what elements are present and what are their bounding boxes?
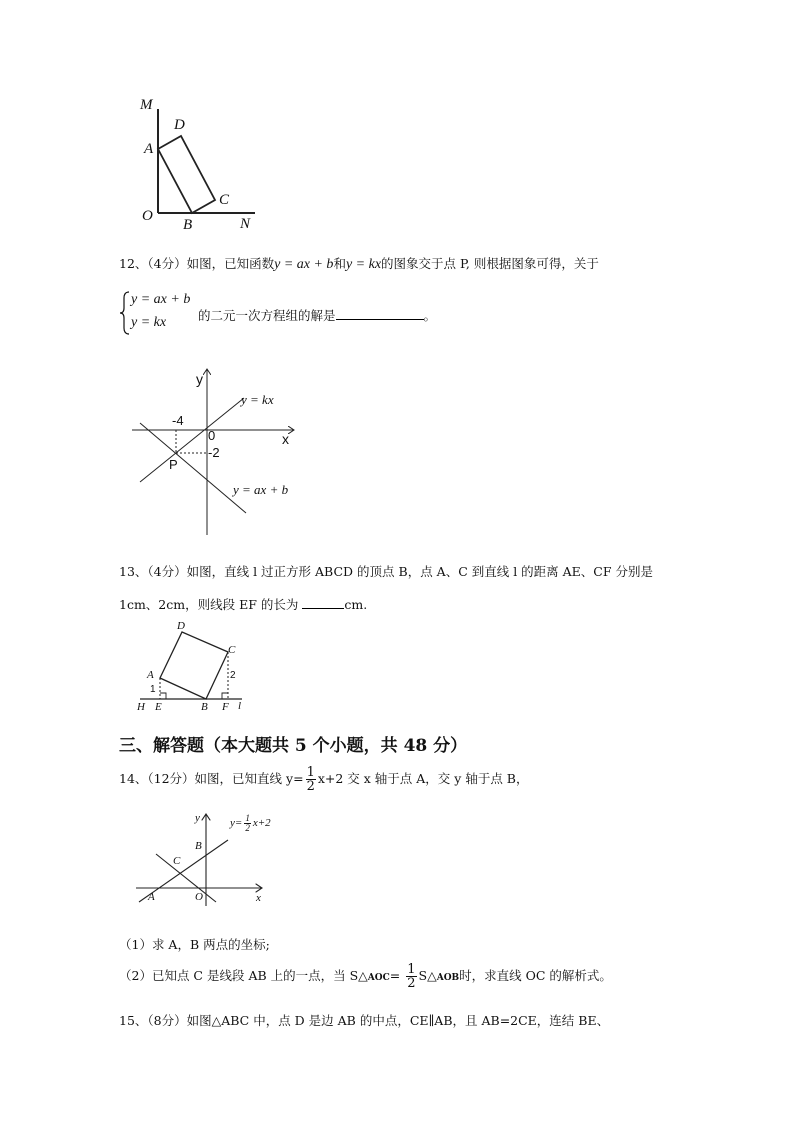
label-f: F — [222, 701, 229, 713]
figure-q12 — [120, 365, 300, 540]
eq-pre: y= — [230, 817, 243, 830]
q12-and: 和 — [333, 256, 346, 271]
q14-sub1: （1）求 A，B 两点的坐标; — [119, 937, 270, 952]
square-abcd — [160, 632, 228, 699]
q14-pre: 14、（12分）如图，已知直线 y= — [119, 771, 304, 786]
label-o: O — [142, 208, 153, 224]
eq-fraction — [244, 814, 251, 833]
label-a: A — [148, 891, 155, 903]
q13-answer-blank[interactable] — [302, 597, 344, 609]
label-line-axb: y = ax + b — [233, 482, 289, 497]
label-p: P — [169, 457, 178, 472]
question-15: 15、（8分）如图△ABC 中，点 D 是边 AB 的中点，CE∥AB，且 AB=2CE，连结 BE、 — [119, 1013, 610, 1028]
label-line-kx: y = kx — [241, 392, 274, 407]
label-origin: 0 — [208, 428, 216, 443]
question-13-line1: 13、（4分）如图，直线 l 过正方形 ABCD 的顶点 B，点 A、C 到直线 l 的距离 AE、CF 分别是 — [119, 564, 654, 579]
label-1: 1 — [150, 684, 156, 695]
q12-eq1: y = ax + b — [274, 257, 334, 272]
label-d: D — [174, 117, 185, 133]
right-angle-f — [222, 693, 228, 699]
figure-q14 — [132, 812, 282, 907]
q14-sub2-frac-d: 2 — [407, 976, 416, 991]
q14-sub2-pre: （2）已知点 C 是线段 AB 上的一点，当 S△ — [119, 968, 368, 983]
section-heading: 三、解答题（本大题共 5 个小题，共 48 分） — [119, 736, 468, 756]
eq-post: x+2 — [252, 817, 271, 830]
q14-frac-denominator: 2 — [306, 779, 315, 794]
question-13-line2 — [119, 595, 367, 613]
brace-icon — [120, 292, 129, 334]
label-o: O — [195, 891, 203, 903]
rectangle-abcd — [158, 136, 215, 213]
label-h: H — [137, 701, 145, 713]
label-b: B — [183, 217, 193, 233]
q14-sub2-eq: = — [389, 968, 401, 983]
q14-post: x+2 交 x 轴于点 A，交 y 轴于点 B， — [317, 771, 529, 786]
label-d: D — [177, 620, 185, 632]
q12-number: 12、（4分）如图，已知函数 — [119, 256, 275, 271]
label-x: x — [282, 431, 289, 447]
line-kx — [140, 398, 244, 482]
q12-answer-blank[interactable] — [336, 308, 424, 320]
q14-frac-numerator: 1 — [306, 765, 315, 780]
eq-frac-d: 2 — [245, 823, 250, 833]
question-12-line1 — [119, 254, 599, 273]
q12-sys-eq1: y = ax + b — [131, 292, 191, 307]
label-2: 2 — [230, 670, 236, 681]
label-b: B — [195, 840, 202, 852]
q14-fraction — [306, 766, 316, 793]
eq-frac-n: 1 — [245, 813, 250, 823]
q14-sub2-frac-n: 1 — [407, 962, 416, 977]
q12-tail: 的图象交于点 P, 则根据图象可得，关于 — [381, 256, 599, 271]
line-oc — [156, 854, 216, 902]
figure-q13 — [132, 620, 252, 715]
label-l: l — [238, 700, 242, 712]
label-b: B — [201, 701, 208, 713]
label-m: M — [140, 97, 153, 113]
line-axb — [140, 423, 246, 513]
right-angle-e — [160, 693, 166, 699]
label-y: y — [196, 371, 203, 387]
label-c: C — [219, 192, 230, 208]
q14-sub2-fraction — [406, 963, 416, 990]
label-e: E — [155, 701, 162, 713]
label-x: x — [256, 892, 261, 904]
label-c: C — [173, 855, 181, 867]
q12-end: 。 — [423, 308, 437, 323]
label-y: y — [195, 812, 200, 824]
label-n: N — [240, 216, 251, 232]
label-a: A — [144, 141, 154, 157]
q14-sub2-s: S△ — [418, 968, 437, 983]
question-12-line2 — [198, 306, 436, 324]
question-14-line1 — [119, 766, 528, 793]
label-a: A — [147, 669, 154, 681]
q14-sub2 — [119, 963, 612, 990]
q13-line2-text: 1cm、2cm，则线段 EF 的长为 — [119, 597, 299, 612]
label-c: C — [228, 644, 236, 656]
q12-sys-eq2: y = kx — [131, 315, 167, 330]
q14-sub2-aob: AOB — [436, 973, 460, 983]
q14-sub2-post: 时，求直线 OC 的解析式。 — [459, 968, 612, 983]
line-equation — [230, 814, 271, 833]
q14-sub2-aoc: AOC — [367, 973, 390, 983]
label-neg2: -2 — [208, 445, 220, 460]
q12-eq2: y = kx — [345, 257, 382, 272]
q12-line2-text: 的二元一次方程组的解是 — [198, 308, 336, 323]
q13-unit: cm. — [344, 597, 368, 612]
figure-q11 — [130, 95, 270, 240]
q12-system — [119, 290, 199, 336]
label-neg4: -4 — [172, 413, 184, 428]
